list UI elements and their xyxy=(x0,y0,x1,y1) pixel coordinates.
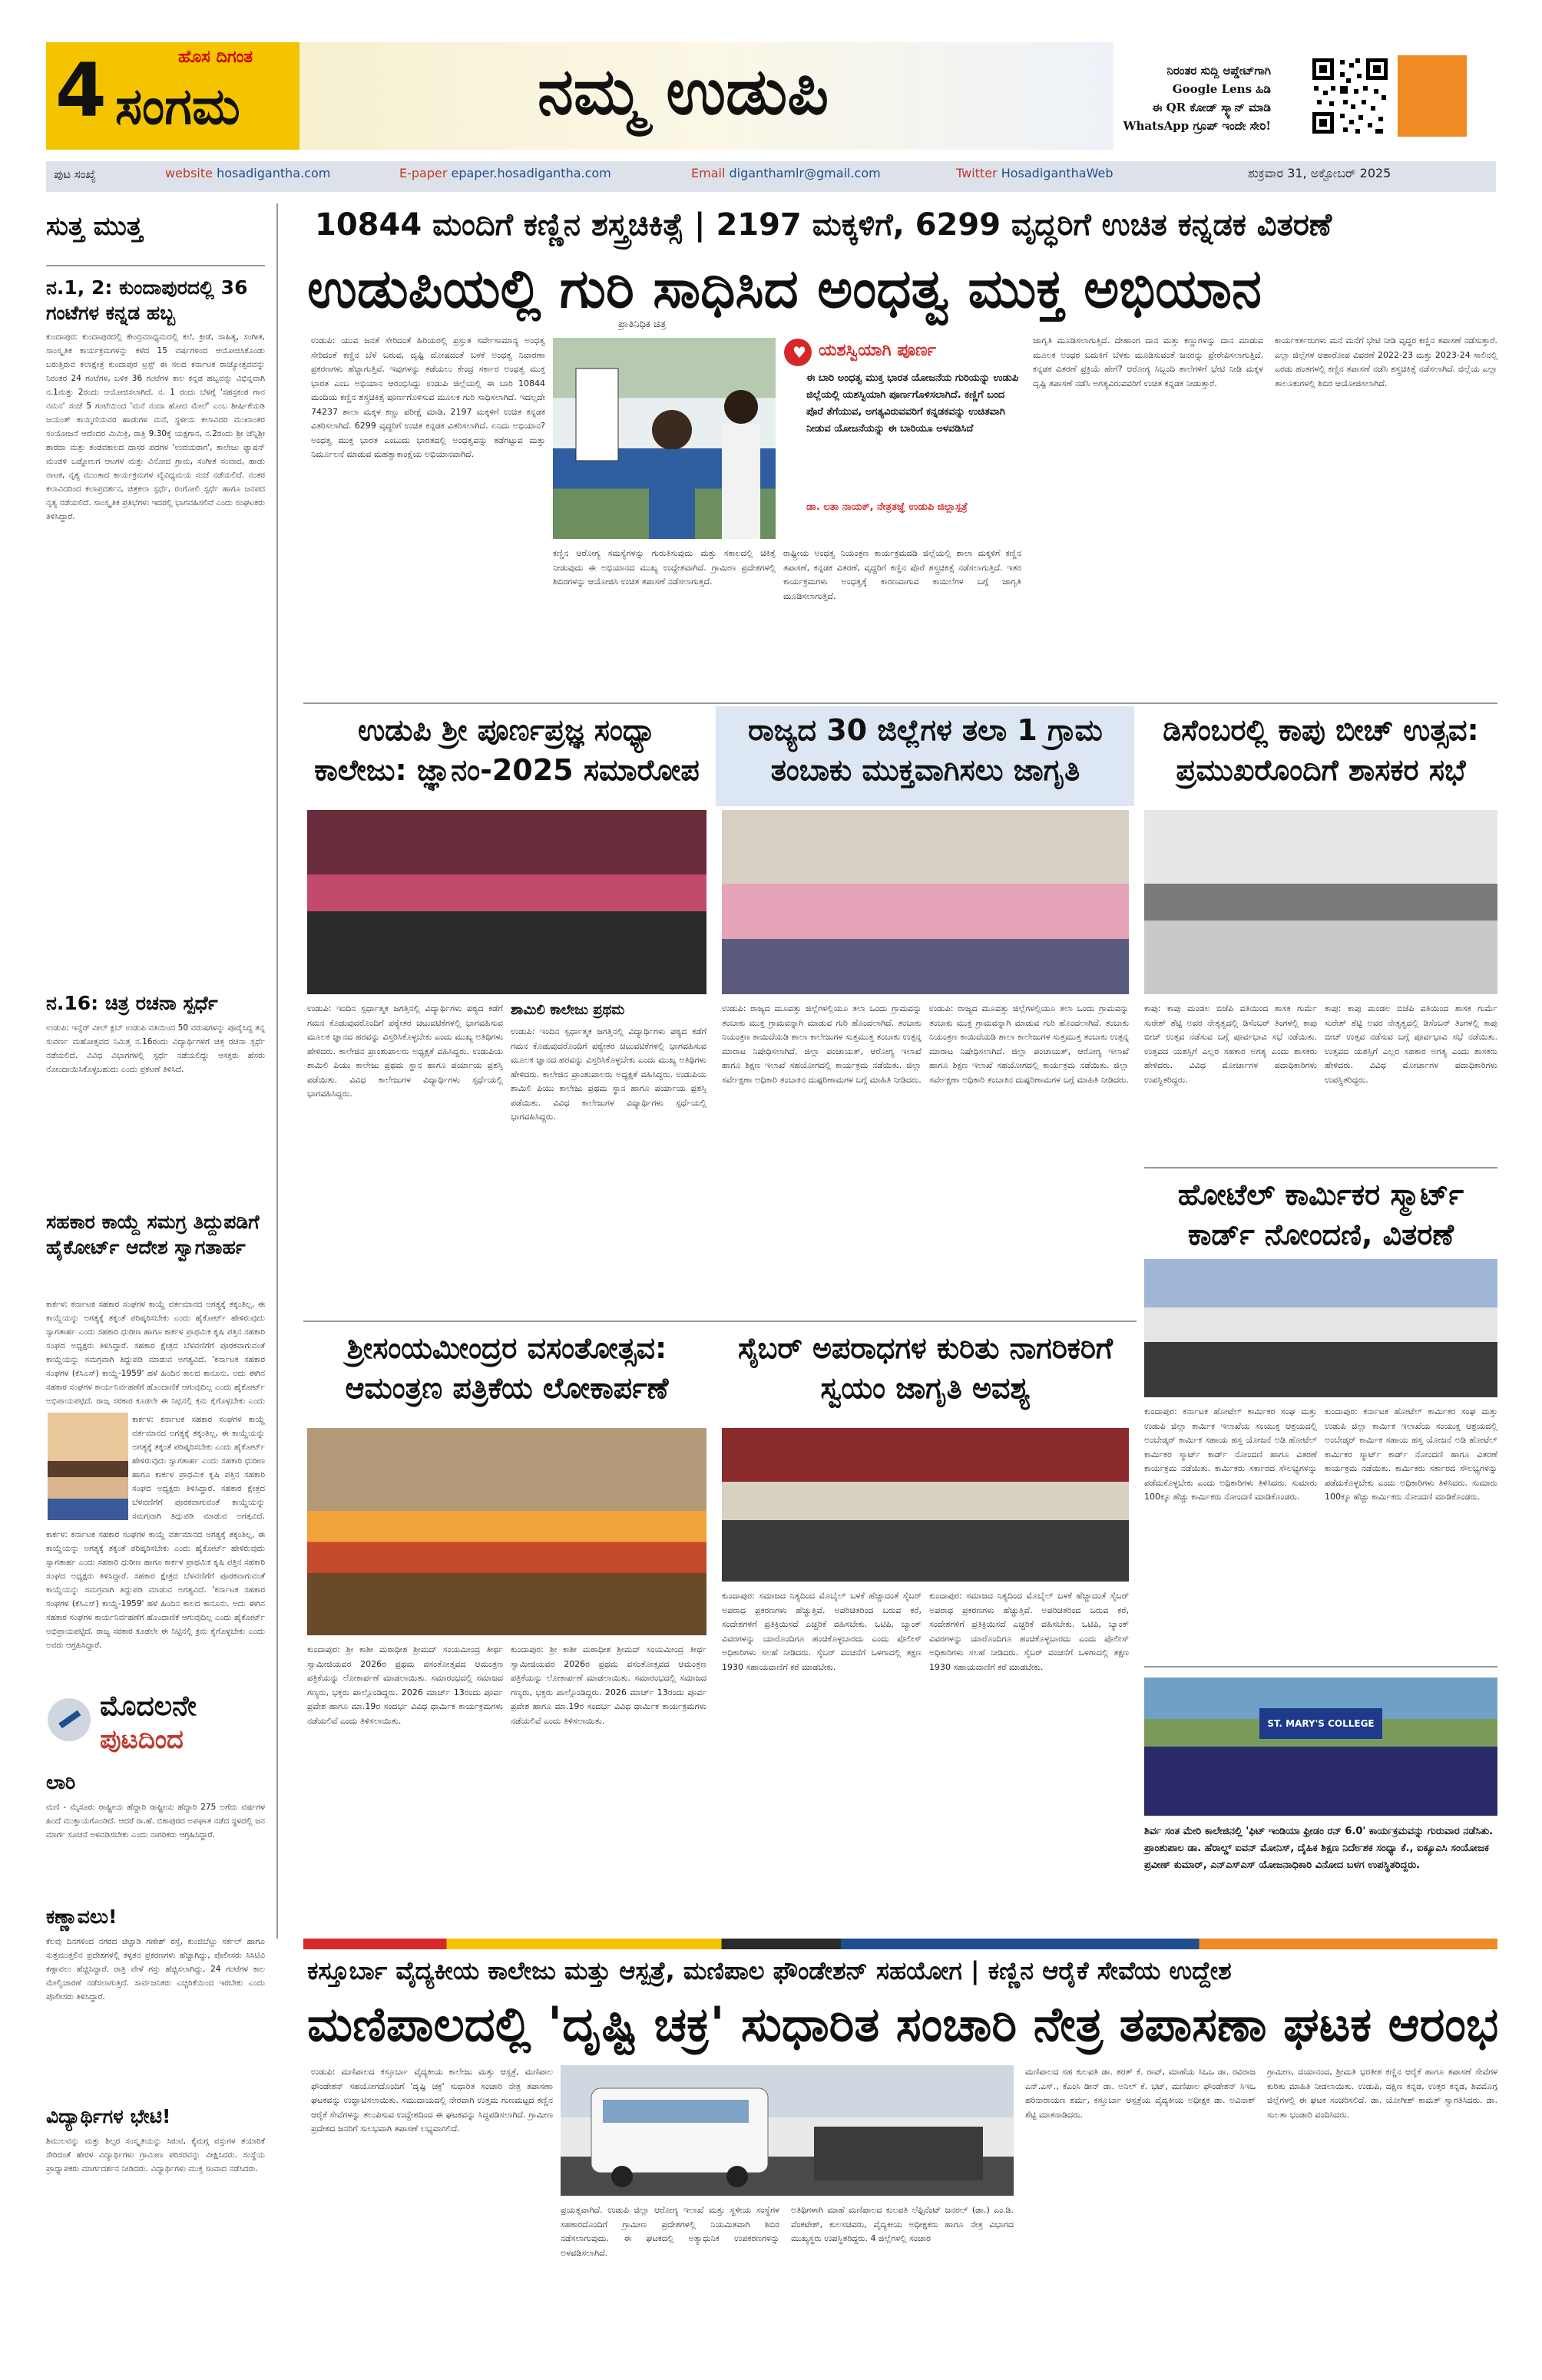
left-text-5: ಕೆಲವು ದಿನಗಳಿಂದ ನಗರದ ಚಿಟ್ಟಾಡಿ ಗಣೇಶ್ ರಸ್ತೆ, ಕುಂಜಿಬೆಟ್ಟು ಸರ್ಕಲ್ ಹಾಗೂ ಸುತ್ತಮುತ್ತಲಿನ ಪ್ರದೇಶಗಳಲ್ಲಿ ಕಳ್ಳತನ ಪ್ರಕರಣಗಳು ಹೆಚ್ಚಾಗಿದ್ದು, ಪೊಲೀಸರು ಸಿಸಿಟಿವಿ ಕಣ್ಗಾವಲು ಹೆಚ್ಚಿಸಿದ್ದಾರೆ. ರಾತ್ರಿ ವೇಳೆ ಗಸ್ತು ಹೆಚ್ಚಿಸಲಾಗಿದ್ದು, 24 ಗಂಟೆಗಳ ಕಾಲ ಮೇಲ್ವಿಚಾರಣೆ ನಡೆಸಲಾಗುತ್ತಿದೆ. ಸಾರ್ವಜನಿಕರು ಎಚ್ಚರಿಕೆಯಿಂದ ಇರಬೇಕು ಎಂದು ಪೊಲೀಸರು ತಿಳಿಸಿದ್ದಾರೆ. xyxy=(46,1937,265,2002)
divider xyxy=(46,265,265,266)
person-photo xyxy=(48,1413,128,1520)
story-c-headline: ಡಿಸೆಂಬರಲ್ಲಿ ಕಾಪು ಬೀಚ್ ಉತ್ಸವ: ಪ್ರಮುಖರೊಂದಿಗೆ ಶಾಸಕರ ಸಭೆ xyxy=(1163,713,1479,787)
continuation-title-1: ಮೊದಲನೇ xyxy=(100,1691,197,1722)
story-a-text-2: ಉಡುಪಿ: ಇಂದಿನ ಸ್ಪರ್ಧಾತ್ಮಕ ಜಗತ್ತಿನಲ್ಲಿ ವಿದ್ಯಾರ್ಥಿಗಳು ಪಠ್ಯದ ಕಡೆಗೆ ಗಮನ ಕೊಡುವುದರೊಂದಿಗೆ ಪಠ್ಯೇತರ ಚಟುವಟಿಕೆಗಳಲ್ಲಿ ಭಾಗವಹಿಸುವ ಮೂಲಕ ಜ್ಞಾನದ ಹರವನ್ನು ವಿಸ್ತರಿಸಿಕೊಳ್ಳಬೇಕು ಎಂದು ಮುಖ್ಯ ಅತಿಥಿಗಳು ಹೇಳಿದರು. ಕಾಲೇಜಿನ ಪ್ರಾಂಶುಪಾಲರು ಅಧ್ಯಕ್ಷತೆ ವಹಿಸಿದ್ದರು. ಉಡುಪಿಯ ಶಾಮಿಲಿ ಪಿಯು ಕಾಲೇಜು ಪ್ರಥಮ ಸ್ಥಾನ ಹಾಗೂ ಪರ್ಯಾಯ ಪ್ರಶಸ್ತಿ ಪಡೆಯಿತು. ವಿವಿಧ ಕಾಲೇಜುಗಳ ವಿದ್ಯಾರ್ಥಿಗಳು ಸ್ಪರ್ಧೆಯಲ್ಲಿ ಭಾಗವಹಿಸಿದ್ದರು. xyxy=(511,1026,706,1122)
story-c-text-2: ಕಾಪು: ಕಾಪು ಮಂಡಲ ಬಿಜೆಪಿ ವತಿಯಿಂದ ಶಾಸಕ ಗುರ್ಮೆ ಸುರೇಶ್ ಶೆಟ್ಟಿ ಅವರ ನೇತೃತ್ವದಲ್ಲಿ ಡಿಸೆಂಬರ್ ತಿಂಗಳಲ್ಲಿ ಕಾಪು ಬೀಚ್ ಉತ್ಸವ ನಡೆಸುವ ಬಗ್ಗೆ ಪೂರ್ವಭಾವಿ ಸಭೆ ನಡೆಯಿತು. ಉತ್ಸವದ ಯಶಸ್ಸಿಗೆ ಎಲ್ಲರ ಸಹಕಾರ ಅಗತ್ಯ ಎಂದು ಶಾಸಕರು ಹೇಳಿದರು. ವಿವಿಧ ಮೋರ್ಚಾಗಳ ಪದಾಧಿಕಾರಿಗಳು ಉಪಸ್ಥಿತರಿದ್ದರು. xyxy=(1325,1003,1497,1085)
promo-line-3: ಈ QR ಕೋಡ್ ಸ್ಕ್ಯಾನ್ ಮಾಡಿ xyxy=(1152,101,1271,114)
email-link[interactable]: Email diganthamlr@gmail.com xyxy=(691,166,881,180)
lead-kicker: 10844 ಮಂದಿಗೆ ಕಣ್ಣಿನ ಶಸ್ತ್ರಚಿಕಿತ್ಸೆ | 2197 ಮಕ್ಕಳಿಗೆ, 6299 ವೃದ್ಧರಿಗೆ ಉಚಿತ ಕನ್ನಡಕ ವಿತರಣೆ xyxy=(315,207,1332,243)
left-text-2: ಉಡುಪಿ: ಇನ್ನೆರ್ ವೀಲ್ ಕ್ಲಬ್ ಉಡುಪಿ ವತಿಯಿಂದ 50 ವರುಷಗಳನ್ನು ಪೂರೈಸಿದ್ದ ತನ್ನ ಸುವರ್ಣ ಮಹೋತ್ಸವದ ನಿಮಿತ್ತ ನ.16ರಂದು ವಿದ್ಯಾರ್ಥಿಗಳಿಗೆ ಚಿತ್ರ ರಚನಾ ಸ್ಪರ್ಧೆ ನಡೆಯಲಿದೆ. ವಿವಿಧ ವಿಭಾಗಗಳಲ್ಲಿ ಸ್ಪರ್ಧೆ ನಡೆಯಲಿದ್ದು ಆಸಕ್ತರು ಹೆಸರು ನೋಂದಾಯಿಸಿಕೊಳ್ಳಬಹುದು ಎಂದು ಪ್ರಕಟಣೆ ತಿಳಿಸಿದೆ. xyxy=(46,1023,265,1074)
story-e-headline: ಶ್ರೀಸಂಯಮೀಂದ್ರರ ವಸಂತೋತ್ಸವ: ಆಮಂತ್ರಣ ಪತ್ರಿಕೆಯ ಲೋಕಾರ್ಪಣೆ xyxy=(345,1331,669,1405)
left-headline-6: ವಿದ್ಯಾರ್ಥಿಗಳ ಭೇಟಿ! xyxy=(46,2105,171,2127)
story-a-text: ಉಡುಪಿ: ಇಂದಿನ ಸ್ಪರ್ಧಾತ್ಮಕ ಜಗತ್ತಿನಲ್ಲಿ ವಿದ್ಯಾರ್ಥಿಗಳು ಪಠ್ಯದ ಕಡೆಗೆ ಗಮನ ಕೊಡುವುದರೊಂದಿಗೆ ಪಠ್ಯೇತರ ಚಟುವಟಿಕೆಗಳಲ್ಲಿ ಭಾಗವಹಿಸುವ ಮೂಲಕ ಜ್ಞಾನದ ಹರವನ್ನು ವಿಸ್ತರಿಸಿಕೊಳ್ಳಬೇಕು ಎಂದು ಮುಖ್ಯ ಅತಿಥಿಗಳು ಹೇಳಿದರು. ಕಾಲೇಜಿನ ಪ್ರಾಂಶುಪಾಲರು ಅಧ್ಯಕ್ಷತೆ ವಹಿಸಿದ್ದರು. ಉಡುಪಿಯ ಶಾಮಿಲಿ ಪಿಯು ಕಾಲೇಜು ಪ್ರಥಮ ಸ್ಥಾನ ಹಾಗೂ ಪರ್ಯಾಯ ಪ್ರಶಸ್ತಿ ಪಡೆಯಿತು. ವಿವಿಧ ಕಾಲೇಜುಗಳ ವಿದ್ಯಾರ್ಥಿಗಳು ಸ್ಪರ್ಧೆಯಲ್ಲಿ ಭಾಗವಹಿಸಿದ್ದರು. xyxy=(307,1003,503,1099)
story-a-headline: ಉಡುಪಿ ಶ್ರೀ ಪೂರ್ಣಪ್ರಜ್ಞ ಸಂಧ್ಯಾ ಕಾಲೇಜು: ಜ್ಞಾನಂ-2025 ಸಮಾರೋಪ xyxy=(314,713,700,787)
story-b-photo xyxy=(722,810,1129,994)
bottom-col-2: ಪ್ರಯತ್ನವಾಗಿದೆ. ಉಡುಪಿ ಜಿಲ್ಲಾ ಆರೋಗ್ಯ ಇಲಾಖೆ ಮತ್ತು ಸ್ಥಳೀಯ ಸಂಸ್ಥೆಗಳ ಸಹಕಾರದೊಂದಿಗೆ ಗ್ರಾಮೀಣ ಪ್ರದೇಶಗಳಲ್ಲಿ ನಿಯಮಿತವಾಗಿ ಶಿಬಿರ ನಡೆಸಲಾಗುವುದು. ಈ ಘಟಕದಲ್ಲಿ ಅತ್ಯಾಧುನಿಕ ಉಪಕರಣಗಳನ್ನು ಅಳವಡಿಸಲಾಗಿದೆ. xyxy=(561,2205,779,2258)
bottom-headline: ಮಣಿಪಾಲದಲ್ಲಿ 'ದೃಷ್ಟಿ ಚಕ್ರ' ಸುಧಾರಿತ ಸಂಚಾರಿ ನೇತ್ರ ತಪಾಸಣಾ ಘಟಕ ಆರಂಭ xyxy=(307,1996,1499,2052)
divider xyxy=(1144,1666,1497,1668)
lead-col-4: ಜಾಗೃತಿ ಮೂಡಿಸಲಾಗುತ್ತಿದೆ. ದೇಹಾಂಗ ದಾನ ಮತ್ತು ಕಣ್ಣುಗಳನ್ನು ದಾನ ಮಾಡುವ ಮೂಲಕ ಅಂಧರ ಬದುಕಿಗೆ ಬೆಳಕು ಮೂಡಿಸುವಂತೆ ಜನರನ್ನು ಪ್ರೇರೇಪಿಸಲಾಗುತ್ತಿದೆ. ಕನ್ನಡಕ ವಿತರಣೆ ಪ್ರಕ್ರಿಯೆ ಹೇಗೆ? ಆರೋಗ್ಯ ಸಿಬ್ಬಂದಿ ಶಾಲೆಗಳಿಗೆ ಭೇಟಿ ನೀಡಿ ಮಕ್ಕಳ ದೃಷ್ಟಿ ತಪಾಸಣೆ ನಡೆಸಿ ಅಗತ್ಯವಿರುವವರಿಗೆ ಉಚಿತ ಕನ್ನಡಕ ನೀಡುತ್ತಾರೆ. xyxy=(1033,336,1263,388)
story-e-text: ಕುಂದಾಪುರ: ಶ್ರೀ ಕಾಶೀ ಮಠಾಧೀಶ ಶ್ರೀಮದ್ ಸಂಯಮೀಂದ್ರ ತೀರ್ಥ ಸ್ವಾಮೀಜಿಯವರ 2026ರ ಪ್ರಥಮ ವಸಂತೋತ್ಸವದ ಆಮಂತ್ರಣ ಪತ್ರಿಕೆಯನ್ನು ಲೋಕಾರ್ಪಣೆ ಮಾಡಲಾಯಿತು. ಸಮಾರಂಭದಲ್ಲಿ ಸಮಾಜದ ಗಣ್ಯರು, ಭಕ್ತರು ಪಾಲ್ಗೊಂಡಿದ್ದರು. 2026 ಮಾರ್ಚ್ 13ರಂದು ಪೂರ್ವ ಪ್ರವೇಶ ಹಾಗೂ ಮಾ.19ರ ಸಂದರ್ಭ ವಿವಿಧ ಧಾರ್ಮಿಕ ಕಾರ್ಯಕ್ರಮಗಳು ನಡೆಯಲಿವೆ ಎಂದು ತಿಳಿಸಲಾಯಿತು. xyxy=(307,1645,503,1726)
left-text-6: ಶಿಮುಲವನ್ನು ಮತ್ತು ಶಿಲ್ಪರ ಸಂಸ್ಕೃತಿಯನ್ನು ಸಿರುವ, ಕೈಮಗ್ಗ ವಸ್ತುಗಳ ತಯಾರಿಕೆ ಸೇರಿದಂತೆ ಹೇರಳ ವಿದ್ಯಾರ್ಥಿಗಳು ಗ್ರಾಮೀಣ ಪರಿಸರವನ್ನು ವೀಕ್ಷಿಸಿದರು. ಸಂಸ್ಥೆಯ ಪ್ರಾಧ್ಯಾಪಕರು ಮಾರ್ಗದರ್ಶನ ನೀಡಿದರು. ವಿದ್ಯಾರ್ಥಿಗಳು ಮುಕ್ತ ಸಂವಾದ ನಡೆಸಿದರು. xyxy=(46,2137,265,2173)
story-b-text: ಉಡುಪಿ: ರಾಜ್ಯದ ಮೂವತ್ತು ಜಿಲ್ಲೆಗಳಲ್ಲಿಯೂ ತಲಾ ಒಂದು ಗ್ರಾಮವನ್ನು ತಂಬಾಕು ಮುಕ್ತ ಗ್ರಾಮವನ್ನಾಗಿ ಮಾಡುವ ಗುರಿ ಹೊಂದಲಾಗಿದೆ. ತಂಬಾಕು ನಿಯಂತ್ರಣ ಕಾಯಿದೆಯಡಿ ಶಾಲಾ ಕಾಲೇಜುಗಳ ಸುತ್ತಮುತ್ತ ತಂಬಾಕು ಉತ್ಪನ್ನ ಮಾರಾಟ ನಿಷೇಧಿಸಲಾಗಿದೆ. ಜಿಲ್ಲಾ ಪಂಚಾಯತ್, ಆರೋಗ್ಯ ಇಲಾಖೆ ಹಾಗೂ ಶಿಕ್ಷಣ ಇಲಾಖೆ ಸಹಯೋಗದಲ್ಲಿ ಕಾರ್ಯಕ್ರಮ ನಡೆಯಿತು. ಜಿಲ್ಲಾ ಸರ್ವೇಕ್ಷಣಾ ಅಧಿಕಾರಿ ತಂಬಾಕಿನ ದುಷ್ಪರಿಣಾಮಗಳ ಬಗ್ಗೆ ಮಾಹಿತಿ ನೀಡಿದರು. xyxy=(722,1003,922,1085)
left-headline-5: ಕಣ್ಣಾವಲು! xyxy=(46,1906,117,1928)
bottom-col-4: ಮಣಿಪಾಲದ ಸಹ ಕುಲಪತಿ ಡಾ. ಶರತ್ ಕೆ. ರಾವ್, ಮಾಹೆಯ ಸಿಒಒ ಡಾ. ರವಿರಾಜ ಎನ್.ಎಸ್., ಕೆಎಂಸಿ ಡೀನ್ ಡಾ. ಅನಿಲ್ ಕೆ. ಭಟ್, ಮಣಿಪಾಲ ಫೌಂಡೇಶನ್ ಸಿಇಒ ಹರಿನಾರಾಯಣ ಶರ್ಮ, ಕಸ್ತೂರ್ಬಾ ಆಸ್ಪತ್ರೆಯ ವೈದ್ಯಕೀಯ ಅಧೀಕ್ಷಕ ಡಾ. ಅವಿನಾಶ್ ಶೆಟ್ಟಿ ಮಾತನಾಡಿದರು. xyxy=(1025,2067,1256,2120)
svg-text:♥: ♥ xyxy=(793,343,806,362)
column-title: ಸುತ್ತ ಮುತ್ತ xyxy=(46,211,143,242)
quote-body: ಈ ಬಾರಿ ಅಂಧತ್ವ ಮುಕ್ತ ಭಾರತ ಯೋಜನೆಯ ಗುರಿಯನ್ನು ಉಡುಪಿ ಜಿಲ್ಲೆಯಲ್ಲಿ ಯಶಸ್ವಿಯಾಗಿ ಪೂರ್ಣಗೊಳಿಸಲಾಗಿದೆ. ಕಣ್ಣಿಗೆ ಬಂದ ಪೊರೆ ತೆಗೆಯುವ, ಅಗತ್ಯವಿರುವವರಿಗೆ ಕನ್ನಡಕವನ್ನು ಉಚಿತವಾಗಿ ನೀಡುವ ಯೋಜನೆಯನ್ನು ಈ ಬಾರಿಯೂ ಅಳವಡಿಸಿದೆ xyxy=(806,372,1019,435)
epaper-link[interactable]: E-paper epaper.hosadigantha.com xyxy=(399,166,611,180)
bottom-col-3: ಅತಿಥಿಗಳಾಗಿ ಮಾಹೆ ಮಣಿಪಾಲದ ಕುಲಪತಿ ಲೆಫ್ಟಿನೆಂಟ್ ಜನರಲ್ (ಡಾ.) ಎಂ.ಡಿ. ವೆಂಕಟೇಶ್, ಕುಲಸಚಿವರು, ವೈದ್ಯಕೀಯ ಅಧೀಕ್ಷಕರು ಹಾಗೂ ನೇತ್ರ ವಿಭಾಗದ ಮುಖ್ಯಸ್ಥರು ಉಪಸ್ಥಿತರಿದ್ದರು. 4 ಜಿಲ್ಲೆಗಳಲ್ಲಿ ಸಂಚಾರ xyxy=(791,2205,1014,2243)
story-d-photo xyxy=(1144,1259,1497,1397)
left-headline-2: ನ.16: ಚಿತ್ರ ರಚನಾ ಸ್ಪರ್ಧೆ xyxy=(46,992,218,1014)
bottom-col-5: ಗ್ರಾಮೀಣ, ದಯಾನಂದ, ಶ್ರೀಮತಿ ಭರತೀಶ ಕಣ್ಣಿನ ಆರೈಕೆ ಹಾಗೂ ತಪಾಸಣೆ ಸೇವೆಗಳ ಕುರಿತು ಮಾಹಿತಿ ನೀಡಲಾಯಿತು. ಉಡುಪಿ, ದಕ್ಷಿಣ ಕನ್ನಡ, ಉತ್ತರ ಕನ್ನಡ, ಶಿವಮೊಗ್ಗ ಜಿಲ್ಲೆಗಳಲ್ಲಿ ಈ ಘಟಕ ಸಂಚರಿಸಲಿದೆ. ಡಾ. ಯೋಗೀಶ್ ಕಾಮತ್ ಸ್ವಾಗತಿಸಿದರು. ಡಾ. ಸುಲತಾ ಭಂಡಾರಿ ವಂದಿಸಿದರು. xyxy=(1267,2067,1497,2120)
divider xyxy=(303,1321,1137,1322)
story-d-text-2: ಕುಂದಾಪುರ: ಕರ್ನಾಟಕ ಹೋಟೆಲ್ ಕಾರ್ಮಿಕರ ಸಂಘ ಮತ್ತು ಉಡುಪಿ ಜಿಲ್ಲಾ ಕಾರ್ಮಿಕ ಇಲಾಖೆಯ ಸಂಯುಕ್ತ ಆಶ್ರಯದಲ್ಲಿ ಅಂಬೇಡ್ಕರ್ ಕಾರ್ಮಿಕ ಸಹಾಯ ಹಸ್ತ ಯೋಜನೆ ಅಡಿ ಹೋಟೆಲ್ ಕಾರ್ಮಿಕರ ಸ್ಮಾರ್ಟ್ ಕಾರ್ಡ್ ನೋಂದಣಿ ಹಾಗೂ ವಿತರಣೆ ಕಾರ್ಯಕ್ರಮ ನಡೆಯಿತು. ಕಾರ್ಮಿಕರು ಸರ್ಕಾರದ ಸೌಲಭ್ಯಗಳನ್ನು ಪಡೆದುಕೊಳ್ಳಬೇಕು ಎಂದು ಅಧಿಕಾರಿಗಳು ತಿಳಿಸಿದರು. ಸುಮಾರು 100ಕ್ಕೂ ಹೆಚ್ಚು ಕಾರ್ಮಿಕರು ನೋಂದಣಿ ಮಾಡಿಕೊಂಡರು. xyxy=(1325,1407,1497,1502)
story-f-photo xyxy=(722,1428,1129,1582)
promo-line-1: ನಿರಂತರ ಸುದ್ದಿ ಅಪ್ಡೇಟ್‌ಗಾಗಿ xyxy=(1166,64,1271,78)
continuation-title-2: ಪುಟದಿಂದ xyxy=(100,1724,184,1755)
website-link[interactable]: website hosadigantha.com xyxy=(165,166,331,180)
lead-photo-caption: ಪ್ರಾತಿನಿಧಿಕ ಚಿತ್ರ xyxy=(618,319,667,330)
page-title: ನಮ್ಮ ಉಡುಪಿ xyxy=(538,54,829,129)
column-rule xyxy=(276,203,278,1939)
front-page-continuation-box xyxy=(46,1689,265,1758)
mobile-eye-unit-bus xyxy=(561,2065,1014,2196)
story-b-text-2: ಉಡುಪಿ: ರಾಜ್ಯದ ಮೂವತ್ತು ಜಿಲ್ಲೆಗಳಲ್ಲಿಯೂ ತಲಾ ಒಂದು ಗ್ರಾಮವನ್ನು ತಂಬಾಕು ಮುಕ್ತ ಗ್ರಾಮವನ್ನಾಗಿ ಮಾಡುವ ಗುರಿ ಹೊಂದಲಾಗಿದೆ. ತಂಬಾಕು ನಿಯಂತ್ರಣ ಕಾಯಿದೆಯಡಿ ಶಾಲಾ ಕಾಲೇಜುಗಳ ಸುತ್ತಮುತ್ತ ತಂಬಾಕು ಉತ್ಪನ್ನ ಮಾರಾಟ ನಿಷೇಧಿಸಲಾಗಿದೆ. ಜಿಲ್ಲಾ ಪಂಚಾಯತ್, ಆರೋಗ್ಯ ಇಲಾಖೆ ಹಾಗೂ ಶಿಕ್ಷಣ ಇಲಾಖೆ ಸಹಯೋಗದಲ್ಲಿ ಕಾರ್ಯಕ್ರಮ ನಡೆಯಿತು. ಜಿಲ್ಲಾ ಸರ್ವೇಕ್ಷಣಾ ಅಧಿಕಾರಿ ತಂಬಾಕಿನ ದುಷ್ಪರಿಣಾಮಗಳ ಬಗ್ಗೆ ಮಾಹಿತಿ ನೀಡಿದರು. xyxy=(929,1003,1129,1085)
eye-test-photo xyxy=(553,338,776,539)
left-text-3c: ಕಾರ್ಕಳ: ಕರ್ನಾಟಕ ಸಹಕಾರ ಸಂಘಗಳ ಕಾಯ್ದೆ ವರ್ತಮಾನದ ಅಗತ್ಯಕ್ಕೆ ತಕ್ಕಂತಿಲ್ಲ, ಈ ಕಾಯ್ದೆಯನ್ನು ಅಗತ್ಯಕ್ಕೆ ತಕ್ಕಂತೆ ಪರಿಷ್ಕರಿಸಬೇಕು ಎಂದು ಹೈಕೋರ್ಟ್ ಹೇಳಿರುವುದು ಸ್ವಾಗತಾರ್ಹ ಎಂದು ಸಹಕಾರಿ ಧುರೀಣ ಹಾಗೂ ಕಾರ್ಕಳ ಪ್ರಾಥಮಿಕ ಕೃಷಿ ಪತ್ತಿನ ಸಹಕಾರಿ ಸಂಘದ ಅಧ್ಯಕ್ಷರು ತಿಳಿಸಿದ್ದಾರೆ. ಸಹಕಾರ ಕ್ಷೇತ್ರದ ಬೆಳವಣಿಗೆಗೆ ಪೂರಕವಾಗುವಂತೆ ಕಾಯ್ದೆಯನ್ನು ಸಮಗ್ರವಾಗಿ ತಿದ್ದುಪಡಿ ಮಾಡುವ ಅಗತ್ಯವಿದೆ. 'ಕರ್ನಾಟಕ ಸಹಕಾರ ಸಂಘಗಳ (ಕೆಸಿಎಸ್) ಕಾಯ್ದೆ-1959' ಹಳೆ ಹಿಂದಿನ ಕಾಲದ ಕಾನೂನು. ಅದು ಈಗಿನ ಸಹಕಾರ ಸಂಘಗಳ ಕಾರ್ಯನಿರ್ವಹಣೆಗೆ ಹೊಂದಾಣಿಕೆ ಆಗುವುದಿಲ್ಲ ಎಂದು ಹೈಕೋರ್ಟ್ ಅಭಿಪ್ರಾಯಪಟ್ಟಿದೆ. ರಾಜ್ಯ ಸರಕಾರ ಕೂಡಲೇ ಈ ನಿಟ್ಟಿನಲ್ಲಿ ಕ್ರಮ ಕೈಗೊಳ್ಳಬೇಕು ಎಂದು ಅವರು ಆಗ್ರಹಿಸಿದ್ದಾರೆ. xyxy=(46,1530,265,1650)
left-headline-1: ನ.1, 2: ಕುಂದಾಪುರದಲ್ಲಿ 36 ಗಂಟೆಗಳ ಕನ್ನಡ ಹಬ್ಬ xyxy=(46,276,248,324)
color-strip xyxy=(303,1939,1497,1949)
story-e-photo xyxy=(307,1428,706,1635)
divider xyxy=(1144,1167,1497,1169)
quote-author: ಡಾ. ಲತಾ ನಾಯಕ್, ನೇತ್ರತಜ್ಞೆ ಉಡುಪಿ ಜಿಲ್ಲಾಸ್ಪತ್ರೆ xyxy=(806,501,968,513)
brand-name: ಹೊಸ ದಿಗಂತ xyxy=(178,48,253,67)
college-banner: ST. MARY'S COLLEGE xyxy=(1259,1708,1382,1739)
story-f-text-2: ಕುಂದಾಪುರ: ಸಮಾಜದ ನಿತ್ಯದಿಂದ ಮೊಬೈಲ್ ಬಳಕೆ ಹೆಚ್ಚಾದಂತೆ ಸೈಬರ್ ಅಪರಾಧ ಪ್ರಕರಣಗಳು ಹೆಚ್ಚುತ್ತಿವೆ. ಅಪರಿಚಿತರಿಂದ ಬರುವ ಕರೆ, ಸಂದೇಶಗಳಿಗೆ ಪ್ರತಿಕ್ರಿಯಿಸದೆ ಎಚ್ಚರಿಕೆ ವಹಿಸಬೇಕು. ಒಟಿಪಿ, ಬ್ಯಾಂಕ್ ವಿವರಗಳನ್ನು ಯಾರೊಂದಿಗೂ ಹಂಚಿಕೊಳ್ಳಬಾರದು ಎಂದು ಪೊಲೀಸ್ ಅಧಿಕಾರಿಗಳು ಸಲಹೆ ನೀಡಿದರು. ಸೈಬರ್ ವಂಚನೆಗೆ ಒಳಗಾದಲ್ಲಿ ತಕ್ಷಣ 1930 ಸಹಾಯವಾಣಿಗೆ ಕರೆ ಮಾಡಬೇಕು. xyxy=(929,1591,1129,1672)
pencil-icon xyxy=(46,1697,92,1743)
left-text-3a: ಕಾರ್ಕಳ: ಕರ್ನಾಟಕ ಸಹಕಾರ ಸಂಘಗಳ ಕಾಯ್ದೆ ವರ್ತಮಾನದ ಅಗತ್ಯಕ್ಕೆ ತಕ್ಕಂತಿಲ್ಲ, ಈ ಕಾಯ್ದೆಯನ್ನು ಅಗತ್ಯಕ್ಕೆ ತಕ್ಕಂತೆ ಪರಿಷ್ಕರಿಸಬೇಕು ಎಂದು ಹೈಕೋರ್ಟ್ ಹೇಳಿರುವುದು ಸ್ವಾಗತಾರ್ಹ ಎಂದು ಸಹಕಾರಿ ಧುರೀಣ ಹಾಗೂ ಕಾರ್ಕಳ ಪ್ರಾಥಮಿಕ ಕೃಷಿ ಪತ್ತಿನ ಸಹಕಾರಿ ಸಂಘದ ಅಧ್ಯಕ್ಷರು ತಿಳಿಸಿದ್ದಾರೆ. ಸಹಕಾರ ಕ್ಷೇತ್ರದ ಬೆಳವಣಿಗೆಗೆ ಪೂರಕವಾಗುವಂತೆ ಕಾಯ್ದೆಯನ್ನು ಸಮಗ್ರವಾಗಿ ತಿದ್ದುಪಡಿ ಮಾಡುವ ಅಗತ್ಯವಿದೆ. 'ಕರ್ನಾಟಕ ಸಹಕಾರ ಸಂಘಗಳ (ಕೆಸಿಎಸ್) ಕಾಯ್ದೆ-1959' ಹಳೆ ಹಿಂದಿನ ಕಾಲದ ಕಾನೂನು. ಅದು ಈಗಿನ ಸಹಕಾರ ಸಂಘಗಳ ಕಾರ್ಯನಿರ್ವಹಣೆಗೆ ಹೊಂದಾಣಿಕೆ ಆಗುವುದಿಲ್ಲ ಎಂದು ಹೈಕೋರ್ಟ್ ಅಭಿಪ್ರಾಯಪಟ್ಟಿದೆ. ರಾಜ್ಯ ಸರಕಾರ ಕೂಡಲೇ ಈ ನಿಟ್ಟಿನಲ್ಲಿ ಕ್ರಮ ಕೈಗೊಳ್ಳಬೇಕು ಎಂದು xyxy=(46,1300,265,1405)
lead-headline: ಉಡುಪಿಯಲ್ಲಿ ಗುರಿ ಸಾಧಿಸಿದ ಅಂಧತ್ವ ಮುಕ್ತ ಅಭಿಯಾನ xyxy=(307,257,1262,320)
qr-code-icon[interactable] xyxy=(1309,55,1391,137)
story-a-subhead: ಶಾಮಿಲಿ ಕಾಲೇಜು ಪ್ರಥಮ xyxy=(511,1002,625,1018)
story-c-photo xyxy=(1144,810,1497,994)
page-label: ಪುಟ ಸಂಖ್ಯೆ xyxy=(54,167,96,181)
heart-icon xyxy=(783,338,812,367)
promo-line-4: WhatsApp ಗ್ರೂಪ್ ಇಂದೇ ಸೇರಿ! xyxy=(1123,119,1271,133)
twitter-link[interactable]: Twitter HosadiganthaWeb xyxy=(956,166,1113,180)
story-g-caption: ಶಿರ್ವ ಸಂತ ಮೇರಿ ಕಾಲೇಜಿನಲ್ಲಿ 'ಫಿಟ್ ಇಂಡಿಯಾ ಫ್ರೀಡಂ ರನ್ 6.0' ಕಾರ್ಯಕ್ರಮವನ್ನು ಗುರುವಾರ ನಡೆಸಿತು. ಪ್ರಾಂಶುಪಾಲ ಡಾ. ಹೆರಾಲ್ಡ್ ಐವನ್ ಮೋನಿಸ್, ದೈಹಿಕ ಶಿಕ್ಷಣ ನಿರ್ದೇಶಕ ಸಂಧ್ಯಾ ಕೆ., ಐಕ್ಯೂಎಸಿ ಸಂಯೋಜಕ ಪ್ರವೀಣ್ ಕುಮಾರ್, ಎನ್ಎಸ್ಎಸ್ ಯೋಜನಾಧಿಕಾರಿ ವಿನೋದ ಬಳಗ ಉಪಸ್ಥಿತರಿದ್ದರು. xyxy=(1144,1826,1494,1871)
dateline: ಶುಕ್ರವಾರ 31, ಅಕ್ಟೋಬರ್ 2025 xyxy=(1248,166,1391,180)
lead-col-2: ಕಣ್ಣಿನ ಆರೋಗ್ಯ ಸಮಸ್ಯೆಗಳನ್ನು ಗುರುತಿಸುವುದು ಮತ್ತು ಸಕಾಲದಲ್ಲಿ ಚಿಕಿತ್ಸೆ ನೀಡುವುದು ಈ ಅಭಿಯಾನದ ಮುಖ್ಯ ಉದ್ದೇಶವಾಗಿದೆ. ಗ್ರಾಮೀಣ ಪ್ರದೇಶಗಳಲ್ಲಿ ಶಿಬಿರಗಳನ್ನು ಆಯೋಜಿಸಿ ಉಚಿತ ತಪಾಸಣೆ ನಡೆಸಲಾಗುತ್ತದೆ. xyxy=(553,548,776,587)
lead-photo xyxy=(553,338,776,539)
orange-accent-tab xyxy=(1398,55,1467,137)
lead-col-1: ಉಡುಪಿ: ಯುವ ಜನತೆ ಸೇರಿದಂತೆ ಹಿರಿಯರಲ್ಲಿ ಪ್ರಸ್ತುತ ಸರ್ವೇಸಾಮಾನ್ಯ ಅಂಧತ್ವ ಸೇರಿದಂತೆ ಕಣ್ಣಿನ ಬೆಳೆ ಬರುವ, ದೃಷ್ಟಿ ದೋಷದಂತೆ ಬಳಕೆ ಅಂಧತ್ವ ನಿವಾರಣಾ ಪ್ರಕರಣಗಳು ಹೆಚ್ಚಾಗುತ್ತಿವೆ. ಇವುಗಳನ್ನು ತಡೆಯಲು ಕೇಂದ್ರ ಸರ್ಕಾರ ಅಂಧತ್ವ ಮುಕ್ತ ಭಾರತ ಎಂಬ ಅಭಿಯಾನ ಆರಂಭಿಸಿದ್ದು ಉಡುಪಿ ಜಿಲ್ಲೆಯಲ್ಲಿ ಈ ಬಾರಿ 10844 ಮಂದಿಯ ಕಣ್ಣಿನ ಶಸ್ತ್ರಚಿಕಿತ್ಸೆ ಪೂರ್ಣಗೊಳಿಸುವ ಮೂಲಕ ಗುರಿ ಸಾಧಿಸಲಾಗಿದೆ. ಇದಲ್ಲದೇ 74237 ಶಾಲಾ ಮಕ್ಕಳ ಕಣ್ಣು ಪರೀಕ್ಷೆ ಮಾಡಿ, 2197 ಮಕ್ಕಳಿಗೆ ಉಚಿತ ಕನ್ನಡಕ ವಿತರಿಸಲಾಗಿದೆ. 6299 ವೃದ್ಧರಿಗೆ ಉಚಿತ ಕನ್ನಡಕ ವಿತರಿಸಲಾಗಿದೆ. ಏನಿದು ಅಭಿಯಾನ? ಅಂಧತ್ವ ಮುಕ್ತ ಭಾರತ ಎಂಬುದು ಭಾರತದಲ್ಲಿ ಅಂಧತ್ವವನ್ನು ತಡೆಗಟ್ಟುವ ಮತ್ತು ನಿರ್ಮೂಲನೆ ಮಾಡುವ ಮಹತ್ವಾಕಾಂಕ್ಷೆಯ ಅಭಿಯಾನವಾಗಿದೆ. xyxy=(311,336,545,459)
bottom-photo xyxy=(561,2065,1014,2196)
story-f-headline: ಸೈಬರ್ ಅಪರಾಧಗಳ ಕುರಿತು ನಾಗರಿಕರಿಗೆ ಸ್ವಯಂ ಜಾಗೃತಿ ಅವಶ್ಯ xyxy=(737,1331,1113,1405)
story-g-photo xyxy=(1144,1678,1497,1816)
section-name: ಸಂಗಮ xyxy=(115,77,240,136)
bottom-kicker: ಕಸ್ತೂರ್ಬಾ ವೈದ್ಯಕೀಯ ಕಾಲೇಜು ಮತ್ತು ಆಸ್ಪತ್ರೆ, ಮಣಿಪಾಲ ಫೌಂಡೇಶನ್ ಸಹಯೋಗ | ಕಣ್ಣಿನ ಆರೈಕೆ ಸೇವೆಯ ಉದ್ದೇಶ xyxy=(307,1956,1232,1985)
quote-title: ಯಶಸ್ವಿಯಾಗಿ ಪೂರ್ಣ xyxy=(819,341,936,360)
lead-col-5: ಕಾರ್ಯಕರ್ತರುಗಳು ಮನೆ ಮನೆಗೆ ಭೇಟಿ ನೀಡಿ ವೃದ್ಧರ ಕಣ್ಣಿನ ತಪಾಸಣೆ ನಡೆಸುತ್ತಾರೆ. ಎಲ್ಲಾ ಜಿಲ್ಲೆಗಳ ಆಹಾರೋಪ ವಿವರಣೆ 2022-23 ಮತ್ತು 2023-24 ಸಾಲಿನಲ್ಲಿ ಎರಡು ಹಂತಗಳಲ್ಲಿ ಕಣ್ಣಿನ ತಪಾಸಣೆ ನಡೆಸಿ ಶಸ್ತ್ರಚಿಕಿತ್ಸೆ ನಡೆಸಲಾಗಿದೆ. ಜಿಲ್ಲೆಯ ಎಲ್ಲಾ ತಾಲೂಕುಗಳಲ್ಲಿ ಶಿಬಿರ ಆಯೋಜಿಸಲಾಗಿದೆ. xyxy=(1275,336,1497,388)
story-f-text: ಕುಂದಾಪುರ: ಸಮಾಜದ ನಿತ್ಯದಿಂದ ಮೊಬೈಲ್ ಬಳಕೆ ಹೆಚ್ಚಾದಂತೆ ಸೈಬರ್ ಅಪರಾಧ ಪ್ರಕರಣಗಳು ಹೆಚ್ಚುತ್ತಿವೆ. ಅಪರಿಚಿತರಿಂದ ಬರುವ ಕರೆ, ಸಂದೇಶಗಳಿಗೆ ಪ್ರತಿಕ್ರಿಯಿಸದೆ ಎಚ್ಚರಿಕೆ ವಹಿಸಬೇಕು. ಒಟಿಪಿ, ಬ್ಯಾಂಕ್ ವಿವರಗಳನ್ನು ಯಾರೊಂದಿಗೂ ಹಂಚಿಕೊಳ್ಳಬಾರದು ಎಂದು ಪೊಲೀಸ್ ಅಧಿಕಾರಿಗಳು ಸಲಹೆ ನೀಡಿದರು. ಸೈಬರ್ ವಂಚನೆಗೆ ಒಳಗಾದಲ್ಲಿ ತಕ್ಷಣ 1930 ಸಹಾಯವಾಣಿಗೆ ಕರೆ ಮಾಡಬೇಕು. xyxy=(722,1591,922,1672)
left-text-1: ಕುಂದಾಪುರ: ಕುಂದಾಪುರದಲ್ಲಿ ಕೇಂದ್ರಮಾಧ್ಯಮದಲ್ಲಿ ಕಲೆ, ಕ್ರೀಡೆ, ಸಾಹಿತ್ಯ, ಸಂಗೀತ, ಸಾಂಸ್ಕೃತಿಕ ಕಾರ್ಯಕ್ರಮಗಳನ್ನು ಕಳೆದ 15 ವರ್ಷಗಳಿಂದ ಆಯೋಜಿಸಿಕೊಂಡು ಬರುತ್ತಿರುವ ಕಲಾಕ್ಷೇತ್ರ ಕುಂದಾಪುರ ಟ್ರಸ್ಟ್ ಈ ಸಲದ ಕರ್ನಾಟಕ ರಾಜ್ಯೋತ್ಸವವನ್ನು ನಿರಂತರ 24 ಗಂಟೆಗಳ, ಬಳಿಕ 36 ಗಂಟೆಗಳ ಕಾಲ ಕನ್ನಡ ಹಬ್ಬವನ್ನು ವಿಭಿನ್ನವಾಗಿ ನ.1ಮತ್ತು 2ರಂದು ಆಯೋಜಿಸಲಾಗಿದೆ. ನ. 1 ರಂದು ಬೆಳಗ್ಗೆ 'ಸಹಸ್ರಕಂಠ ಗಾನ ನಮನ' ಸಂಜೆ 5 ಗಂಟೆಯಿಂದ 'ಮನೆ ನಂದಾ ಹೋದ ಮೇಲೆ' ಎಂಬ ಶೀರ್ಷಿಕೆಯಡಿ ಜಯಂತ್ ಕಾಯ್ಕಿಣಿಯವರ ಹಾಡುಗಳ ಮನೆ, ಸ್ಥಳೀಯ ಕಲಾವಿದರ ಮುಖಾಂತರ ಸಂಯೋಜನೆ ಆದೆಂದರ ಮಿಮಿಕ್ರಿ, ರಾತ್ರಿ 9.30ಕ್ಕೆ ಯಕ್ಷಗಾನ, ನ.2ರಂದು ಶ್ರೀ ಚೆನ್ನಿಶ್ರೀ ಶಾರದಾ ಮತ್ತು ಕಂಡವಕಾಲದ ದಾಸರ ಪದಗಳ 'ಉದಯರಾಗ', ಕಾಲೇಜು ಫ್ಯಾಷನ್ ಮಂಡಳಿ ಒಡ್ಡೋಲಗ ಆಟಗಳ ಮತ್ತು ವಿನೋದ ಗ್ರಾಮ, ಸಂಗೀತ ಸಂವಾದ, ಹಾಡು ನಾಟಕ, ನೃತ್ಯ ಮುಂತಾದ ಕಾರ್ಯಕ್ರಮಗಳ ವೈವಿಧ್ಯಮಯ ಸಂಜೆ ನಡೆಯಲಿದೆ. ನಂತರ ಕಲಾವಿದರಿಂದ ಕಲಾಪ್ರದರ್ಶನ, ಚಿತ್ರಕಲಾ ಸ್ಪರ್ಧೆ, ರಂಗೋಲಿ ಸ್ಪರ್ಧೆ ಹಾಗೂ ಜನಪದ ನೃತ್ಯ ನಡೆಯಲಿದೆ. ಸಾಂಸ್ಕೃತಿಕ ಪ್ರತಿಭೆಗಳು ಇದರಲ್ಲಿ ಭಾಗವಹಿಸಲಿವೆ ಎಂದು ಸಂಘಟಕರು ತಿಳಿಸಿದ್ದಾರೆ. xyxy=(46,332,265,521)
left-headline-4: ಲಾರಿ xyxy=(46,1771,76,1793)
quote-box xyxy=(783,338,1021,539)
left-headline-3: ಸಹಕಾರ ಕಾಯ್ದೆ ಸಮಗ್ರ ತಿದ್ದುಪಡಿಗೆ ಹೈಕೋರ್ಟ್ ಆದೇಶ ಸ್ವಾಗತಾರ್ಹ xyxy=(46,1211,260,1258)
left-text-3b: ಕಾರ್ಕಳ: ಕರ್ನಾಟಕ ಸಹಕಾರ ಸಂಘಗಳ ಕಾಯ್ದೆ ವರ್ತಮಾನದ ಅಗತ್ಯಕ್ಕೆ ತಕ್ಕಂತಿಲ್ಲ, ಈ ಕಾಯ್ದೆಯನ್ನು ಅಗತ್ಯಕ್ಕೆ ತಕ್ಕಂತೆ ಪರಿಷ್ಕರಿಸಬೇಕು ಎಂದು ಹೈಕೋರ್ಟ್ ಹೇಳಿರುವುದು ಸ್ವಾಗತಾರ್ಹ ಎಂದು ಸಹಕಾರಿ ಧುರೀಣ ಹಾಗೂ ಕಾರ್ಕಳ ಪ್ರಾಥಮಿಕ ಕೃಷಿ ಪತ್ತಿನ ಸಹಕಾರಿ ಸಂಘದ ಅಧ್ಯಕ್ಷರು ತಿಳಿಸಿದ್ದಾರೆ. ಸಹಕಾರ ಕ್ಷೇತ್ರದ ಬೆಳವಣಿಗೆಗೆ ಪೂರಕವಾಗುವಂತೆ ಕಾಯ್ದೆಯನ್ನು ಸಮಗ್ರವಾಗಿ ತಿದ್ದುಪಡಿ ಮಾಡುವ ಅಗತ್ಯವಿದೆ. xyxy=(132,1415,265,1520)
column-title-block xyxy=(46,211,265,257)
bottom-col-1: ಉಡುಪಿ: ಮಣಿಪಾಲದ ಕಸ್ತೂರ್ಬಾ ವೈದ್ಯಕೀಯ ಕಾಲೇಜು ಮತ್ತು ಆಸ್ಪತ್ರೆ, ಮಣಿಪಾಲ ಫೌಂಡೇಶನ್ ಸಹಯೋಗದೊಂದಿಗೆ 'ದೃಷ್ಟಿ ಚಕ್ರ' ಸುಧಾರಿತ ಸಂಚಾರಿ ನೇತ್ರ ತಪಾಸಣಾ ಘಟಕವನ್ನು ಉದ್ಘಾಟಿಸಲಾಯಿತು. ಸಮುದಾಯದಲ್ಲಿ ನೇರವಾಗಿ ಉತ್ತಮ ಗುಣಮಟ್ಟದ ಕಣ್ಣಿನ ಆರೈಕೆ ಸೇವೆಗಳನ್ನು ತಲುಪಿಸುವ ಉದ್ದೇಶದಿಂದ ಈ ಘಟಕವನ್ನು ಸಿದ್ಧಪಡಿಸಲಾಗಿದೆ. ಗ್ರಾಮೀಣ ಪ್ರದೇಶದ ಜನರಿಗೆ ಸುಲಭವಾಗಿ ತಪಾಸಣೆ ಲಭ್ಯವಾಗಲಿದೆ. xyxy=(311,2067,553,2134)
story-b-headline: ರಾಜ್ಯದ 30 ಜಿಲ್ಲೆಗಳ ತಲಾ 1 ಗ್ರಾಮ ತಂಬಾಕು ಮುಕ್ತವಾಗಿಸಲು ಜಾಗೃತಿ xyxy=(748,713,1103,787)
story-e-text-2: ಕುಂದಾಪುರ: ಶ್ರೀ ಕಾಶೀ ಮಠಾಧೀಶ ಶ್ರೀಮದ್ ಸಂಯಮೀಂದ್ರ ತೀರ್ಥ ಸ್ವಾಮೀಜಿಯವರ 2026ರ ಪ್ರಥಮ ವಸಂತೋತ್ಸವದ ಆಮಂತ್ರಣ ಪತ್ರಿಕೆಯನ್ನು ಲೋಕಾರ್ಪಣೆ ಮಾಡಲಾಯಿತು. ಸಮಾರಂಭದಲ್ಲಿ ಸಮಾಜದ ಗಣ್ಯರು, ಭಕ್ತರು ಪಾಲ್ಗೊಂಡಿದ್ದರು. 2026 ಮಾರ್ಚ್ 13ರಂದು ಪೂರ್ವ ಪ್ರವೇಶ ಹಾಗೂ ಮಾ.19ರ ಸಂದರ್ಭ ವಿವಿಧ ಧಾರ್ಮಿಕ ಕಾರ್ಯಕ್ರಮಗಳು ನಡೆಯಲಿವೆ ಎಂದು ತಿಳಿಸಲಾಯಿತು. xyxy=(511,1645,706,1726)
story-d-headline: ಹೋಟೆಲ್ ಕಾರ್ಮಿಕರ ಸ್ಮಾರ್ಟ್ ಕಾರ್ಡ್ ನೋಂದಣಿ, ವಿತರಣೆ xyxy=(1177,1178,1464,1251)
lead-col-3: ರಾಷ್ಟ್ರೀಯ ಅಂಧತ್ವ ನಿಯಂತ್ರಣ ಕಾರ್ಯಕ್ರಮದಡಿ ಜಿಲ್ಲೆಯಲ್ಲಿ ಶಾಲಾ ಮಕ್ಕಳಿಗೆ ಕಣ್ಣಿನ ತಪಾಸಣೆ, ಕನ್ನಡಕ ವಿತರಣೆ, ವೃದ್ಧರಿಗೆ ಕಣ್ಣಿನ ಪೊರೆ ಶಸ್ತ್ರಚಿಕಿತ್ಸೆ ನಡೆಸಲಾಗುತ್ತಿದೆ. ಇತರ ಕಾರ್ಯಕ್ರಮಗಳು ಅಂಧತ್ವಕ್ಕೆ ಕಾರಣವಾಗುವ ಕಾಯಿಲೆಗಳ ಬಗ್ಗೆ ಜಾಗೃತಿ ಮೂಡಿಸಲಾಗುತ್ತಿದೆ. xyxy=(783,548,1021,601)
promo-line-2: Google Lens ಹಿಡಿ xyxy=(1172,82,1271,96)
story-d-text: ಕುಂದಾಪುರ: ಕರ್ನಾಟಕ ಹೋಟೆಲ್ ಕಾರ್ಮಿಕರ ಸಂಘ ಮತ್ತು ಉಡುಪಿ ಜಿಲ್ಲಾ ಕಾರ್ಮಿಕ ಇಲಾಖೆಯ ಸಂಯುಕ್ತ ಆಶ್ರಯದಲ್ಲಿ ಅಂಬೇಡ್ಕರ್ ಕಾರ್ಮಿಕ ಸಹಾಯ ಹಸ್ತ ಯೋಜನೆ ಅಡಿ ಹೋಟೆಲ್ ಕಾರ್ಮಿಕರ ಸ್ಮಾರ್ಟ್ ಕಾರ್ಡ್ ನೋಂದಣಿ ಹಾಗೂ ವಿತರಣೆ ಕಾರ್ಯಕ್ರಮ ನಡೆಯಿತು. ಕಾರ್ಮಿಕರು ಸರ್ಕಾರದ ಸೌಲಭ್ಯಗಳನ್ನು ಪಡೆದುಕೊಳ್ಳಬೇಕು ಎಂದು ಅಧಿಕಾರಿಗಳು ತಿಳಿಸಿದರು. ಸುಮಾರು 100ಕ್ಕೂ ಹೆಚ್ಚು ಕಾರ್ಮಿಕರು ನೋಂದಣಿ ಮಾಡಿಕೊಂಡರು. xyxy=(1144,1407,1317,1502)
story-c-text: ಕಾಪು: ಕಾಪು ಮಂಡಲ ಬಿಜೆಪಿ ವತಿಯಿಂದ ಶಾಸಕ ಗುರ್ಮೆ ಸುರೇಶ್ ಶೆಟ್ಟಿ ಅವರ ನೇತೃತ್ವದಲ್ಲಿ ಡಿಸೆಂಬರ್ ತಿಂಗಳಲ್ಲಿ ಕಾಪು ಬೀಚ್ ಉತ್ಸವ ನಡೆಸುವ ಬಗ್ಗೆ ಪೂರ್ವಭಾವಿ ಸಭೆ ನಡೆಯಿತು. ಉತ್ಸವದ ಯಶಸ್ಸಿಗೆ ಎಲ್ಲರ ಸಹಕಾರ ಅಗತ್ಯ ಎಂದು ಶಾಸಕರು ಹೇಳಿದರು. ವಿವಿಧ ಮೋರ್ಚಾಗಳ ಪದಾಧಿಕಾರಿಗಳು ಉಪಸ್ಥಿತರಿದ್ದರು. xyxy=(1144,1003,1317,1085)
whatsapp-promo xyxy=(1071,61,1271,135)
divider xyxy=(303,702,1497,704)
left-text-4: ಮಣಿ - ಮೈಸೂರು ರಾಷ್ಟ್ರೀಯ ಹೆದ್ದಾರಿ ರಾಷ್ಟ್ರೀಯ ಹೆದ್ದಾರಿ 275 ಅಗೆದು ವರ್ಷಗಳ ಹಿಂದೆ ಮುಕ್ತಾಯಗೊಂಡಿದೆ. ಆದರೆ ರಾ.ಹೆ. ಬಿಕಾಪುರದ ಅಪಘಾತ ನಡೆದ ಸ್ಥಳದಲ್ಲಿ ಜನ ಮಾರ್ಗ ಸೂಚನೆ ಅಳವಡಿಸಬೇಕು ಎಂದು ನಾಗರಿಕರು ಆಗ್ರಹಿಸಿದ್ದಾರೆ. xyxy=(46,1803,265,1840)
page-number: 4 xyxy=(55,48,107,134)
story-a-photo xyxy=(307,810,706,994)
